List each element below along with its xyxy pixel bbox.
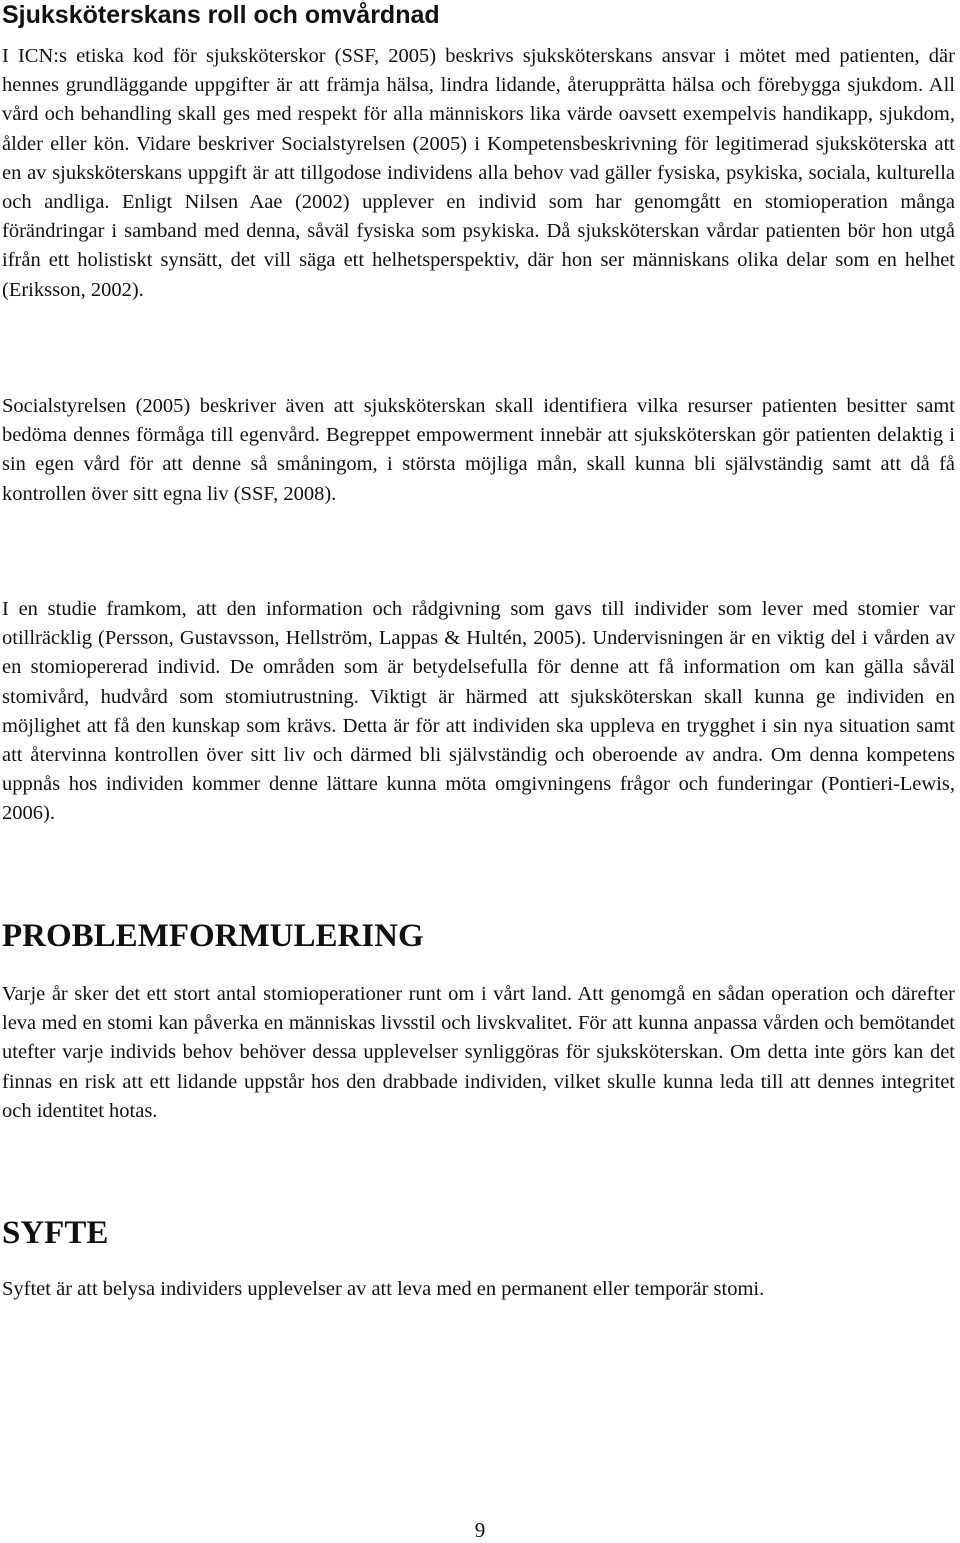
aim-paragraph: Syftet är att belysa individers upplevelser av att leva med en permanent eller temporär stomi. xyxy=(2,1278,765,1300)
role-paragraph-1: I ICN:s etiska kod för sjuksköterskor (SSF, 2005) beskrivs sjuksköterskans ansvar i mötet med patienten, där hennes grundläggande uppgifter är att främja hälsa, lindra lidande, återupprätta hälsa och förebygga sjukdom. All vård och behandling skall ges med respekt för alla människors lika värde oavsett exempelvis handikapp, sjukdom, ålder eller kön. Vidare beskriver Socialstyrelsen (2005) i Kompetensbeskrivning för legitimerad sjuksköterska att en av sjuksköterskans uppgift är att tillgodose individens alla behov vad gäller fysiska, psykiska, sociala, kulturella och andliga. Enligt Nilsen Aae (2002) upplever en individ som har genomgått en stomioperation många förändringar i samband med denna, såväl fysiska som psykiska. Då sjuksköterskan vårdar patienten bör hon utgå ifrån ett holistiskt synsätt, det vill säga ett helhetsperspektiv, där hon ser människans olika delar som en helhet (Eriksson, 2002). xyxy=(2,45,955,301)
role-paragraph-2: Socialstyrelsen (2005) beskriver även att sjuksköterskan skall identifiera vilka resurser patienten besitter samt bedöma dennes förmåga till egenvård. Begreppet empowerment innebär att sjuksköterskan gör patienten delaktig i sin egen vård för att denne så småningom, i största möjliga mån, skall kunna bli självständig samt att då få kontrollen över sitt egna liv (SSF, 2008). xyxy=(2,395,955,505)
role-paragraph-3: I en studie framkom, att den information och rådgivning som gavs till individer som lever med stomier var otillräcklig (Persson, Gustavsson, Hellström, Lappas & Hultén, 2005). Undervisningen är en viktig del i vården av en stomiopererad individ. De områden som är betydelsefulla för denne att få information om kan gälla såväl stomivård, hudvård som stomiutrustning. Viktigt är härmed att sjuksköterskan skall kunna ge individen en möjlighet att få den kunskap som krävs. Detta är för att individen ska uppleva en trygghet i sin nya situation samt att återvinna kontrollen över sitt liv och därmed bli självständig och oberoende av andra. Om denna kompetens uppnås hos individen kommer denne lättare kunna möta omgivningens frågor och funderingar (Pontieri-Lewis, 2006). xyxy=(2,598,955,825)
problem-heading: PROBLEMFORMULERING xyxy=(2,918,424,954)
problem-paragraph: Varje år sker det ett stort antal stomioperationer runt om i vårt land. Att genomgå en sådan operation och därefter leva med en stomi kan påverka en människas livsstil och livskvalitet. För att kunna anpassa vården och bemötandet utefter varje individs behov behöver dessa upplevelser synliggöras för sjuksköterskan. Om detta inte görs kan det finnas en risk att ett lidande uppstår hos den drabbade individen, vilket skulle kunna leda till att dennes integritet och identitet hotas. xyxy=(2,983,955,1122)
aim-heading: SYFTE xyxy=(2,1215,109,1251)
section-title: Sjuksköterskans roll och omvårdnad xyxy=(2,1,440,29)
page-number: 9 xyxy=(474,1518,486,1542)
